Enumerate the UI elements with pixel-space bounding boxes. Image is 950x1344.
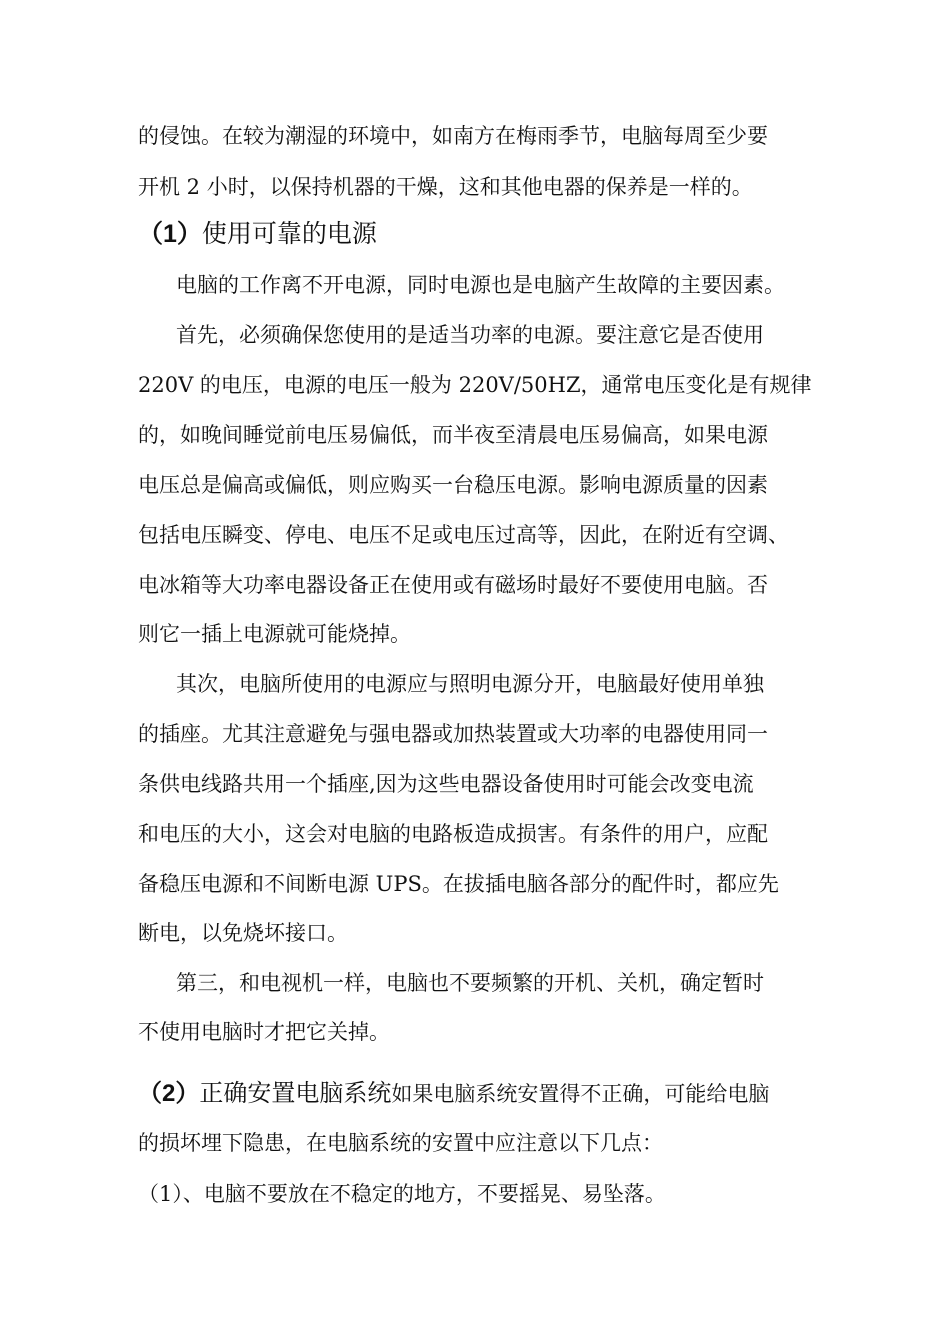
body-text-line: 的侵蚀。在较为潮湿的环境中，如南方在梅雨季节，电脑每周至少要: [138, 124, 768, 148]
paragraph-line: 首先，必须确保您使用的是适当功率的电源。要注意它是否使用: [176, 323, 764, 347]
paragraph-line: 的插座。尤其注意避免与强电器或加热装置或大功率的电器使用同一: [138, 722, 768, 746]
paragraph-line: 包括电压瞬变、停电、电压不足或电压过高等，因此，在附近有空调、: [138, 523, 789, 547]
section-heading-1: [138, 219, 377, 249]
paragraph-line: 不使用电脑时才把它关掉。: [138, 1020, 390, 1044]
paragraph-line: 和电压的大小，这会对电脑的电路板造成损害。有条件的用户，应配: [138, 822, 768, 846]
paragraph-line: 断电，以免烧坏接口。: [138, 921, 348, 945]
paragraph-line: 电脑的工作离不开电源，同时电源也是电脑产生故障的主要因素。: [176, 273, 785, 297]
paragraph-line: 其次，电脑所使用的电源应与照明电源分开，电脑最好使用单独: [176, 672, 764, 696]
paragraph-line: 备稳压电源和不间断电源 UPS。在拔插电脑各部分的配件时，都应先: [138, 872, 779, 896]
paragraph-line: 的损坏埋下隐患，在电脑系统的安置中应注意以下几点：: [138, 1131, 663, 1155]
section-number: （2）: [138, 1080, 200, 1107]
paragraph-line: 的，如晚间睡觉前电压易偏低，而半夜至清晨电压易偏高，如果电源: [138, 423, 768, 447]
list-item: （1）、电脑不要放在不稳定的地方，不要摇晃、易坠落。: [138, 1182, 666, 1206]
paragraph-line: 第三，和电视机一样，电脑也不要频繁的开机、关机，确定暂时: [176, 971, 764, 995]
paragraph-line: 电压总是偏高或偏低，则应购买一台稳压电源。影响电源质量的因素: [138, 473, 768, 497]
body-text-line: 开机 2 小时，以保持机器的干燥，这和其他电器的保养是一样的。: [138, 175, 753, 199]
paragraph-line: 则它一插上电源就可能烧掉。: [138, 622, 411, 646]
paragraph-line: 条供电线路共用一个插座,因为这些电器设备使用时可能会改变电流: [138, 772, 754, 796]
section-title: 使用可靠的电源: [201, 219, 377, 248]
section-title: 正确安置电脑系统: [199, 1079, 392, 1107]
paragraph-line: 220V 的电压，电源的电压一般为 220V/50HZ，通常电压变化是有规律: [138, 373, 812, 397]
section-heading-2: [138, 1078, 769, 1109]
section-number: （1）: [138, 220, 202, 248]
paragraph-line: 电冰箱等大功率电器设备正在使用或有磁场时最好不要使用电脑。否: [138, 573, 768, 597]
section-intro-text: 如果电脑系统安置得不正确，可能给电脑: [391, 1082, 770, 1106]
